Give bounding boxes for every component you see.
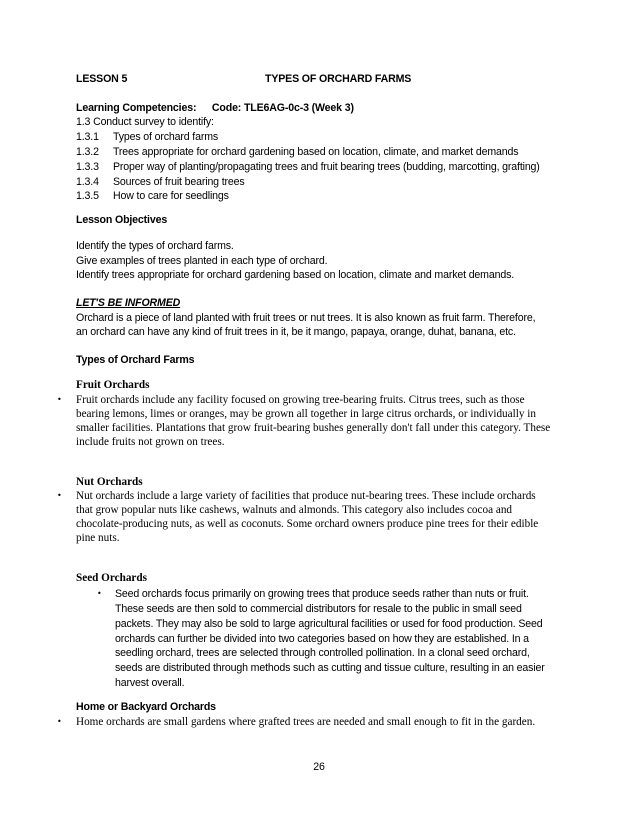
lesson-title: TYPES OF ORCHARD FARMS: [265, 73, 412, 85]
seed-text-line: harvest overall.: [115, 677, 185, 689]
fruit-text-line: bearing lemons, limes or oranges, may be grown all together in large citrus orchards, or individually in: [76, 408, 536, 420]
competencies-label: Learning Competencies:: [76, 102, 197, 114]
objective-item: Identify the types of orchard farms.: [76, 240, 234, 252]
seed-text-line: Seed orchards focus primarily on growing trees that produce seeds rather than nuts or fruit.: [115, 588, 529, 600]
nut-text-line: pine nuts.: [76, 532, 120, 544]
bullet-icon: •: [57, 717, 62, 726]
competency-number: 1.3.1: [76, 131, 99, 143]
competencies-intro: 1.3 Conduct survey to identify:: [76, 116, 214, 128]
objective-item: Give examples of trees planted in each type of orchard.: [76, 255, 328, 267]
fruit-orchards-heading: Fruit Orchards: [76, 379, 150, 391]
seed-text-line: seedling orchard, trees are selected through controlled pollination. In a clonal seed orchard,: [115, 647, 530, 659]
home-text-line: Home orchards are small gardens where grafted trees are needed and small enough to fit in the garden.: [76, 716, 536, 728]
bullet-icon: •: [97, 589, 102, 598]
competency-text: Proper way of planting/propagating trees and fruit bearing trees (budding, marcotting, grafting): [113, 161, 540, 173]
nut-text-line: that grow popular nuts like cashews, walnuts and almonds. This category also includes cocoa and: [76, 504, 513, 516]
lesson-label: LESSON 5: [76, 73, 128, 85]
competency-item: [76, 189, 229, 203]
seed-text-line: seeds are distributed through methods such as cutting and tissue culture, resulting in an easier: [115, 662, 545, 674]
informed-text-line: Orchard is a piece of land planted with fruit trees or nut trees. It is also known as fruit farm. Therefore,: [76, 312, 536, 324]
competency-text: Trees appropriate for orchard gardening based on location, climate, and market demands: [113, 146, 519, 158]
competency-text: How to care for seedlings: [113, 190, 229, 202]
nut-text-line: chocolate-producing nuts, as well as coconuts. Some orchard owners produce pine trees for their edible: [76, 518, 539, 530]
page-number: 26: [313, 761, 325, 773]
competency-text: Types of orchard farms: [113, 131, 219, 143]
competency-number: 1.3.5: [76, 190, 99, 202]
competencies-heading: [76, 101, 354, 115]
nut-text-line: Nut orchards include a large variety of facilities that produce nut-bearing trees. These include orchards: [76, 490, 536, 502]
seed-text-line: orchards can further be divided into two categories based on how they are established. In a: [115, 633, 529, 645]
bullet-icon: •: [57, 395, 62, 404]
competency-text: Sources of fruit bearing trees: [113, 176, 245, 188]
competency-item: [76, 145, 518, 159]
competency-item: [76, 160, 540, 174]
informed-text-line: an orchard can have any kind of fruit trees in it, be it mango, papaya, orange, duhat, banana, etc.: [76, 326, 516, 338]
seed-text-line: These seeds are then sold to commercial distributors for resale to the public in small seed: [115, 603, 522, 615]
seed-orchards-heading: Seed Orchards: [76, 572, 147, 584]
competency-item: [76, 175, 245, 189]
seed-text-line: packets. They may also be sold to large agricultural facilities or used for food production. Seed: [115, 618, 543, 630]
competency-number: 1.3.2: [76, 146, 99, 158]
objectives-heading: Lesson Objectives: [76, 214, 168, 226]
fruit-text-line: smaller facilities. Plantations that grow fruit-bearing bushes generally don't fall under this category. These: [76, 422, 551, 434]
bullet-icon: •: [57, 491, 62, 500]
nut-orchards-heading: Nut Orchards: [76, 476, 143, 488]
objective-item: Identify trees appropriate for orchard gardening based on location, climate and market demands.: [76, 269, 515, 281]
fruit-text-line: include fruits not grown on trees.: [76, 436, 225, 448]
competency-number: 1.3.3: [76, 161, 99, 173]
informed-heading: LET'S BE INFORMED: [76, 297, 181, 309]
fruit-text-line: Fruit orchards include any facility focused on growing tree-bearing fruits. Citrus trees, such as those: [76, 394, 525, 406]
competency-number: 1.3.4: [76, 176, 99, 188]
types-heading: Types of Orchard Farms: [76, 354, 195, 366]
competency-item: [76, 130, 218, 144]
home-orchards-heading: Home or Backyard Orchards: [76, 701, 216, 713]
competencies-code: Code: TLE6AG-0c-3 (Week 3): [211, 102, 354, 114]
